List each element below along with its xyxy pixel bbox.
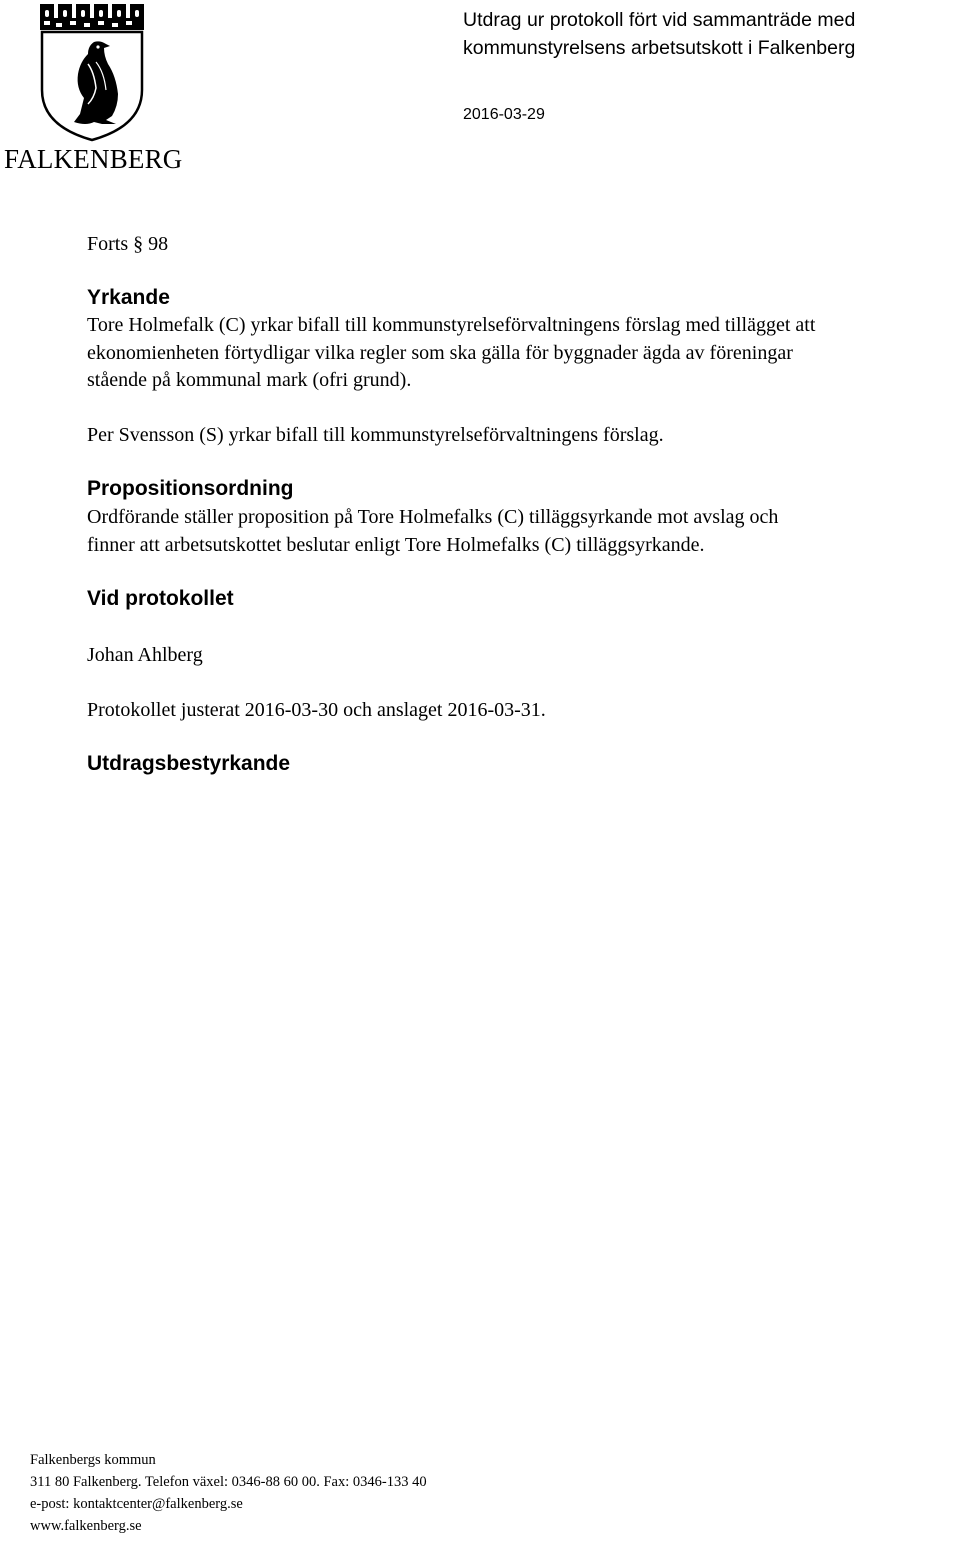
footer-address: 311 80 Falkenberg. Telefon växel: 0346-88 60 00. Fax: 0346-133 40 [30,1474,427,1490]
document-date: 2016-03-29 [463,106,545,123]
yrkande-paragraph [87,312,815,395]
signer-name: Johan Ahlberg [87,644,203,666]
footer [30,1449,427,1537]
document-title-line: Utdrag ur protokoll fört vid sammanträde med [463,9,856,31]
propositionsordning-paragraph [87,504,778,559]
propositionsordning-heading: Propositionsordning [87,477,294,500]
text-line: Tore Holmefalk (C) yrkar bifall till kommunstyrelseförvaltningens förslag med tillägget att [87,314,816,336]
text-line: ekonomienheten förtydligar vilka regler som ska gälla för byggnader ägda av föreningar [87,341,793,364]
text-line: Ordförande ställer proposition på Tore Holmefalks (C) tilläggsyrkande mot avslag och [87,506,779,528]
yrkande-heading: Yrkande [87,286,170,309]
section-reference: Forts § 98 [87,233,169,255]
justerat-statement: Protokollet justerat 2016-03-30 och anslaget 2016-03-31. [87,699,546,721]
footer-website[interactable]: www.falkenberg.se [30,1518,142,1534]
vid-protokollet-heading: Vid protokollet [87,587,234,610]
utdragsbestyrkande-heading: Utdragsbestyrkande [87,752,291,775]
text-line: finner att arbetsutskottet beslutar enligt Tore Holmefalks (C) tilläggsyrkande. [87,533,705,556]
yrkande-paragraph-2: Per Svensson (S) yrkar bifall till kommunstyrelseförvaltningens förslag. [87,424,664,446]
falcon-crest-icon [36,2,156,142]
footer-org: Falkenbergs kommun [30,1452,156,1468]
footer-email[interactable]: e-post: kontaktcenter@falkenberg.se [30,1496,243,1512]
municipality-name: FALKENBERG [4,144,183,174]
document-title-line: kommunstyrelsens arbetsutskott i Falkenberg [463,37,856,59]
document-title [463,6,943,62]
text-line: stående på kommunal mark (ofri grund). [87,369,412,391]
